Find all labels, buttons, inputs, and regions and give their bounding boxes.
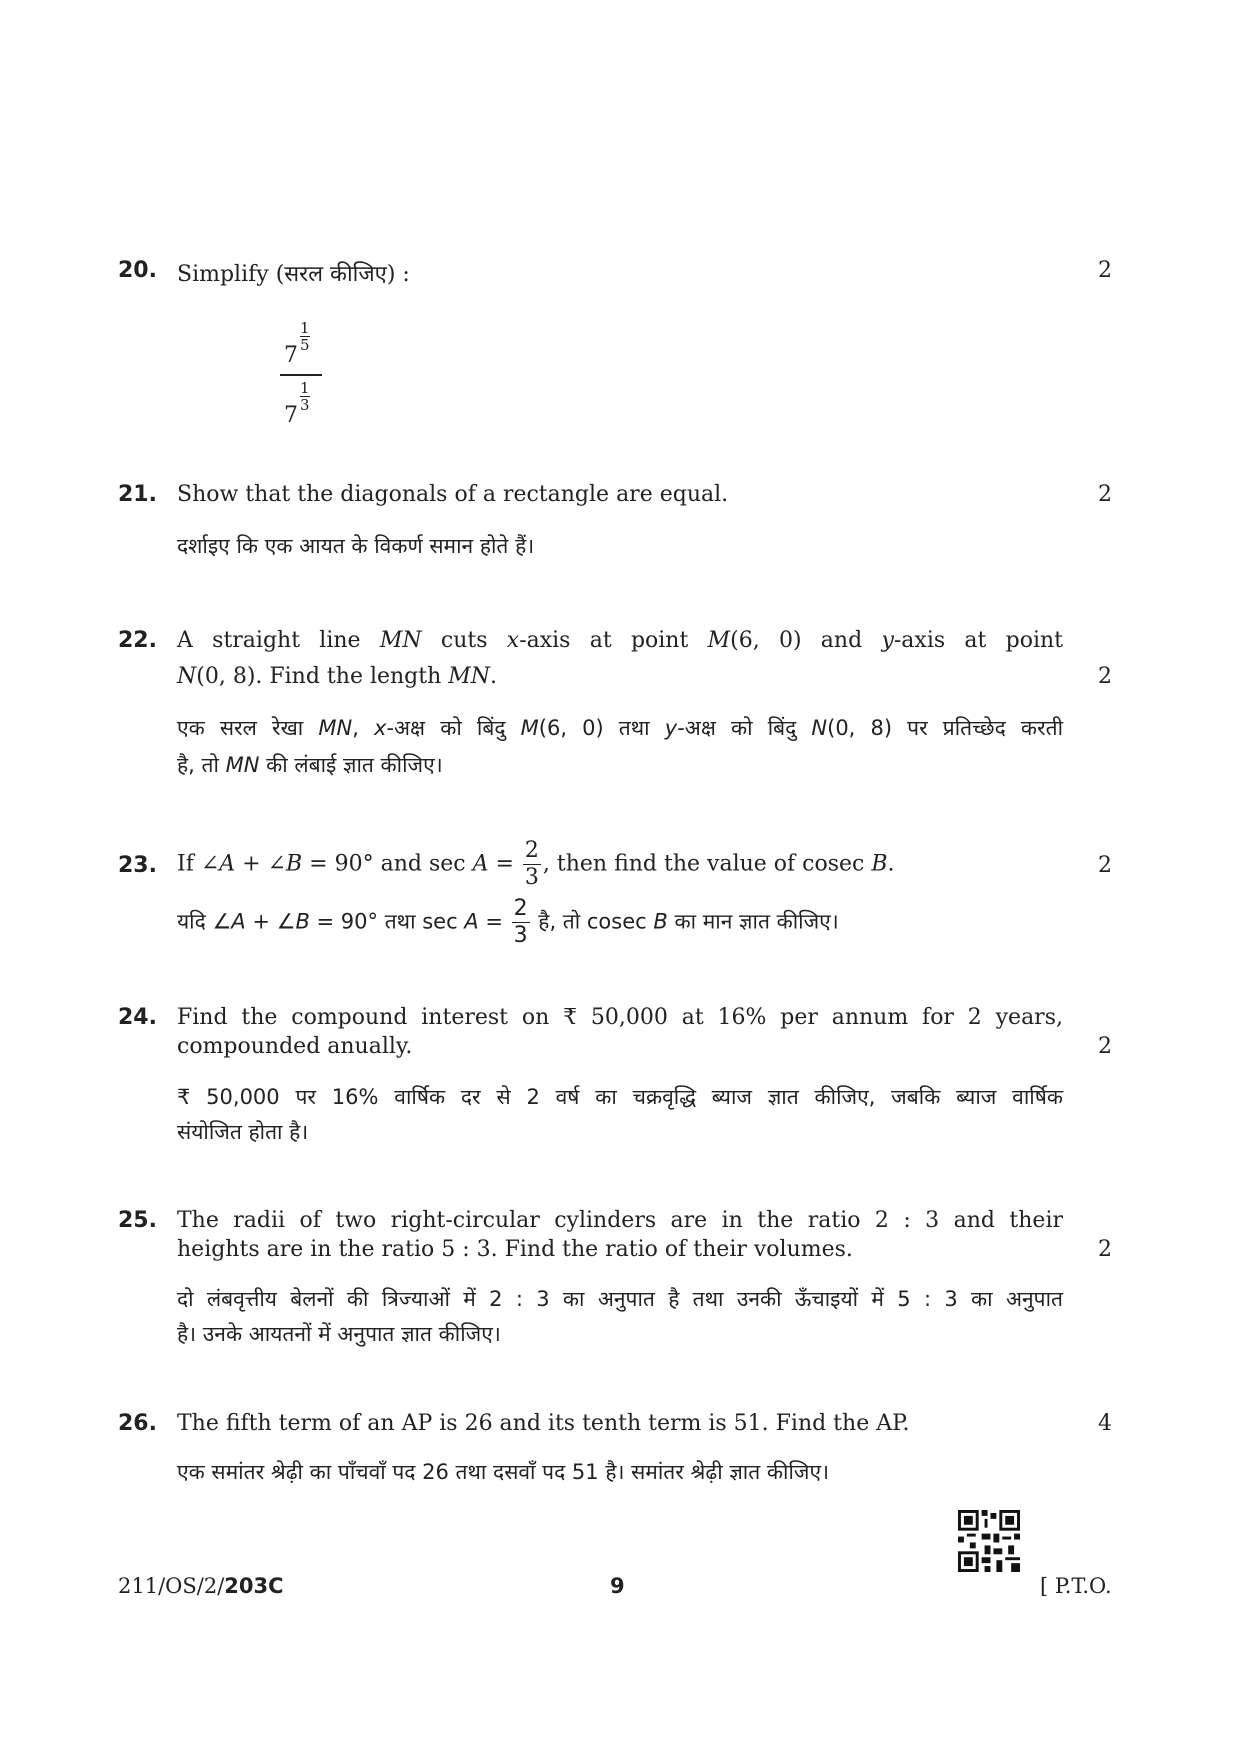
question-25-marks: 2 <box>1098 1237 1112 1262</box>
numerator-exponent: 1 5 <box>300 319 310 354</box>
question-number-23: 23. <box>118 853 157 878</box>
question-23-text-en: If ∠A + ∠B = 90° and sec A = $\frac{2}{3}$ , then find the value of cosec B. <box>177 838 895 890</box>
question-22-text-en-line1: A straight line MN cuts x-axis at point M(6, 0) and y-axis at point <box>177 628 1064 653</box>
question-24-text-hi-line1: ₹ 50,000 पर 16% वार्षिक दर से 2 वर्ष का चक्रवृद्धि ब्याज ज्ञात कीजिए, जबकि ब्याज वार्षिक <box>177 1085 1063 1109</box>
question-24-text-en-line2: compounded anually. <box>177 1034 413 1059</box>
fraction-two-thirds-hi: $\frac{2}{3}$ <box>513 896 528 948</box>
question-25-text-en-line2: heights are in the ratio 5 : 3. Find the ratio of their volumes. <box>177 1237 853 1262</box>
question-22-text-hi-line1: एक सरल रेखा MN, x-अक्ष को बिंदु M(6, 0) तथा y-अक्ष को बिंदु N(0, 8) पर प्रतिच्छेद करती <box>177 716 1064 740</box>
question-26-marks: 4 <box>1098 1411 1112 1436</box>
page-number: 9 <box>610 1574 625 1598</box>
question-26-text-en: The fifth term of an AP is 26 and its tenth term is 51. Find the AP. <box>177 1411 910 1436</box>
question-21-text-en: Show that the diagonals of a rectangle are equal. <box>177 482 729 507</box>
question-23-marks: 2 <box>1098 853 1112 878</box>
question-number-25: 25. <box>118 1208 157 1233</box>
question-number-22: 22. <box>118 628 157 653</box>
question-21-marks: 2 <box>1098 482 1112 507</box>
question-24-text-en-line1: Find the compound interest on ₹ 50,000 at 16% per annum for 2 years, <box>177 1005 1063 1030</box>
fraction-two-thirds: $\frac{2}{3}$ <box>524 838 539 890</box>
question-22-text-en-line2: N(0, 8). Find the length MN. <box>177 664 498 689</box>
question-20-expression <box>280 318 322 432</box>
question-number-21: 21. <box>118 482 157 507</box>
question-25-text-hi-line2: है। उनके आयतनों में अनुपात ज्ञात कीजिए। <box>177 1322 501 1346</box>
fraction-bar <box>280 374 322 376</box>
paper-code: 211/OS/2/203C <box>118 1574 284 1598</box>
question-24-text-hi-line2: संयोजित होता है। <box>177 1120 309 1144</box>
question-25-text-en-line1: The radii of two right-circular cylinders are in the ratio 2 : 3 and their <box>177 1208 1063 1233</box>
qr-code-icon <box>958 1510 1020 1572</box>
pto-label: [ P.T.O. <box>1040 1574 1112 1598</box>
question-22-marks: 2 <box>1098 664 1112 689</box>
question-23-text-hi: यदि ∠A + ∠B = 90° तथा sec A = $\frac{2}{3}$ है, तो cosec B का मान ज्ञात कीजिए। <box>177 896 839 948</box>
question-20-marks: 2 <box>1098 258 1112 283</box>
question-25-text-hi-line1: दो लंबवृत्तीय बेलनों की त्रिज्याओं में 2 : 3 का अनुपात है तथा उनकी ऊँचाइयों में 5 : 3 का अनुपात <box>177 1287 1063 1311</box>
denominator-exponent: 1 3 <box>300 378 310 414</box>
numerator-base: 7 <box>284 343 298 368</box>
question-22-text-hi-line2: है, तो MN की लंबाई ज्ञात कीजिए। <box>177 753 443 777</box>
question-26-text-hi: एक समांतर श्रेढ़ी का पाँचवाँ पद 26 तथा दसवाँ पद 51 है। समांतर श्रेढ़ी ज्ञात कीजिए। <box>177 1460 830 1484</box>
denominator-base: 7 <box>284 402 298 428</box>
question-number-20: 20. <box>118 258 157 283</box>
question-20-text: Simplify (सरल कीजिए) : <box>177 262 410 287</box>
question-24-marks: 2 <box>1098 1034 1112 1059</box>
question-number-26: 26. <box>118 1411 157 1436</box>
question-number-24: 24. <box>118 1005 157 1030</box>
question-21-text-hi: दर्शाइए कि एक आयत के विकर्ण समान होते हैं। <box>177 534 535 558</box>
